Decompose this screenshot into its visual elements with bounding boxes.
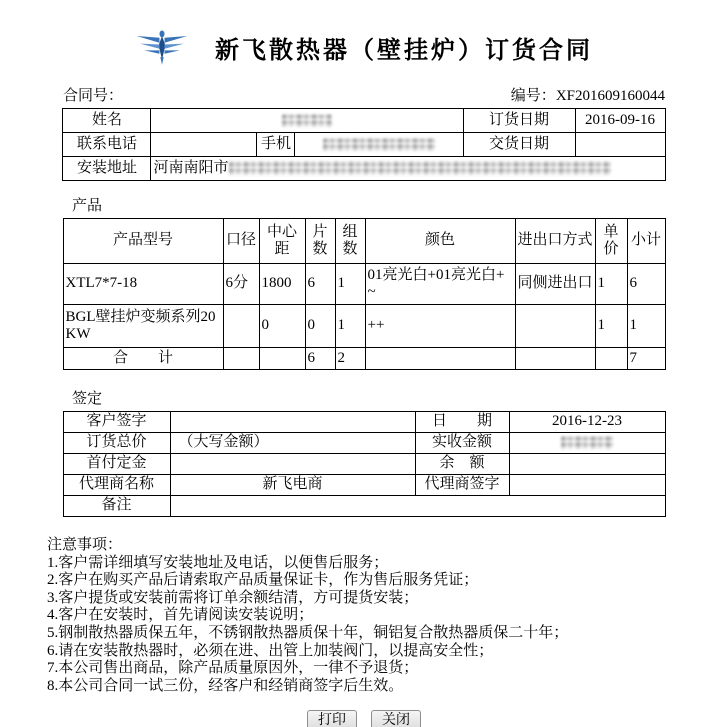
product-model: XTL7*7-18 (63, 264, 223, 305)
note-item: 3.客户提货或安装前需将订单余额结清，方可提货安装； (47, 589, 419, 606)
order-date-label: 订货日期 (463, 109, 575, 133)
col-header-inlet-outlet: 进出口方式 (515, 219, 595, 264)
table-row (63, 496, 665, 517)
remark-value (170, 496, 665, 517)
address-label: 安装地址 (63, 157, 151, 181)
col-header-unit-price: 单价 (595, 219, 627, 264)
total-center-distance (259, 348, 305, 370)
col-header-pieces: 片数 (305, 219, 335, 264)
redacted-name (282, 114, 332, 127)
agent-name-value: 新飞电商 (170, 475, 415, 496)
note-item: 5.钢制散热器质保五年，不锈钢散热器质保十年，铜铝复合散热器质保二十年； (47, 624, 569, 641)
serial-number (511, 84, 665, 105)
order-date-value: 2016-09-16 (575, 109, 665, 133)
date-value: 2016-12-23 (509, 412, 665, 433)
redacted-mobile-number (323, 138, 435, 151)
product-unit-price: 1 (595, 305, 627, 348)
col-header-color: 颜色 (365, 219, 515, 264)
balance-value (509, 454, 665, 475)
customer-sign-value (170, 412, 415, 433)
customer-info-table (62, 108, 665, 181)
xinfei-eagle-logo-icon (135, 27, 189, 67)
total-color (365, 348, 515, 370)
date-label: 日 期 (415, 412, 509, 433)
address-value (151, 157, 665, 181)
total-price-label: 订货总价 (63, 433, 170, 454)
phone-label: 联系电话 (63, 133, 151, 157)
balance-label: 余 额 (415, 454, 509, 475)
deposit-label: 首付定金 (63, 454, 170, 475)
mobile-label: 手机 (257, 133, 295, 157)
received-amount-label: 实收金额 (415, 433, 509, 454)
action-buttons (0, 710, 728, 727)
table-row (63, 305, 665, 348)
customer-sign-label: 客户签字 (63, 412, 170, 433)
table-row (63, 475, 665, 496)
product-table (63, 218, 666, 370)
note-item: 1.客户需详细填写安装地址及电话，以便售后服务； (47, 554, 389, 571)
mobile-value (295, 133, 463, 157)
total-price-value: （大写金额） (170, 433, 415, 454)
table-row (63, 454, 665, 475)
product-table-header (63, 219, 665, 264)
contract-no-label: 合同号： (63, 88, 124, 104)
product-caliber: 6分 (223, 264, 259, 305)
phone-empty-cell (151, 133, 257, 157)
page-header (0, 26, 728, 68)
product-center-distance: 0 (259, 305, 305, 348)
table-row (63, 109, 665, 133)
col-header-caliber: 口径 (223, 219, 259, 264)
product-pieces: 6 (305, 264, 335, 305)
total-groups: 2 (335, 348, 365, 370)
serial-number-value: XF201609160044 (555, 88, 665, 104)
agent-sign-value (509, 475, 665, 496)
product-center-distance: 1800 (259, 264, 305, 305)
contract-meta-row (63, 84, 665, 105)
product-inlet-outlet: 同侧进出口 (515, 264, 595, 305)
close-button[interactable]: 关闭 (371, 710, 421, 727)
total-pieces: 6 (305, 348, 335, 370)
name-value (151, 109, 463, 133)
notes-section (47, 537, 667, 695)
total-label: 合 计 (63, 348, 223, 370)
note-item: 7.本公司售出商品，除产品质量原因外，一律不予退货； (47, 660, 419, 677)
sign-section-label: 签定 (72, 391, 103, 407)
table-row (63, 433, 665, 454)
product-color: ++ (365, 305, 515, 348)
product-section-label: 产品 (72, 198, 103, 214)
total-unit-price (595, 348, 627, 370)
agent-sign-label: 代理商签字 (415, 475, 509, 496)
total-subtotal: 7 (627, 348, 665, 370)
product-inlet-outlet (515, 305, 595, 348)
table-row (63, 412, 665, 433)
product-groups: 1 (335, 264, 365, 305)
product-groups: 1 (335, 305, 365, 348)
product-unit-price: 1 (595, 264, 627, 305)
product-model: BGL壁挂炉变频系列20KW (63, 305, 223, 348)
note-item: 6.请在安装散热器时，必须在进、出管上加装阀门，以提高安全性； (47, 642, 494, 659)
product-subtotal: 6 (627, 264, 665, 305)
table-row (63, 264, 665, 305)
table-row (63, 157, 665, 181)
product-color: 01亮光白+01亮光白+~ (365, 264, 515, 305)
product-pieces: 0 (305, 305, 335, 348)
notes-title: 注意事项： (47, 537, 123, 553)
note-item: 4.客户在安装时，首先请阅读安装说明； (47, 607, 314, 624)
delivery-date-label: 交货日期 (463, 133, 575, 157)
print-button[interactable]: 打印 (307, 710, 357, 727)
product-subtotal: 1 (627, 305, 665, 348)
col-header-subtotal: 小计 (627, 219, 665, 264)
col-header-groups: 组数 (335, 219, 365, 264)
agent-name-label: 代理商名称 (63, 475, 170, 496)
total-caliber (223, 348, 259, 370)
serial-number-label: 编号： (510, 88, 556, 104)
received-amount-value (509, 433, 665, 454)
product-total-row (63, 348, 665, 370)
note-item: 8.本公司合同一试三份，经客户和经销商签字后生效。 (47, 677, 404, 694)
col-header-center-distance: 中心距 (259, 219, 305, 264)
sign-table (63, 411, 666, 517)
redacted-received-amount (561, 436, 613, 449)
table-row (63, 133, 665, 157)
name-label: 姓名 (63, 109, 151, 133)
product-caliber (223, 305, 259, 348)
col-header-model: 产品型号 (63, 219, 223, 264)
delivery-date-value (575, 133, 665, 157)
total-inlet-outlet (515, 348, 595, 370)
redacted-address (229, 161, 611, 175)
page-title: 新飞散热器（壁挂炉）订货合同 (215, 37, 593, 64)
note-item: 2.客户在购买产品后请索取产品质量保证卡，作为售后服务凭证； (47, 572, 479, 589)
remark-label: 备注 (63, 496, 170, 517)
address-prefix: 河南南阳市 (153, 159, 229, 176)
deposit-value (170, 454, 415, 475)
